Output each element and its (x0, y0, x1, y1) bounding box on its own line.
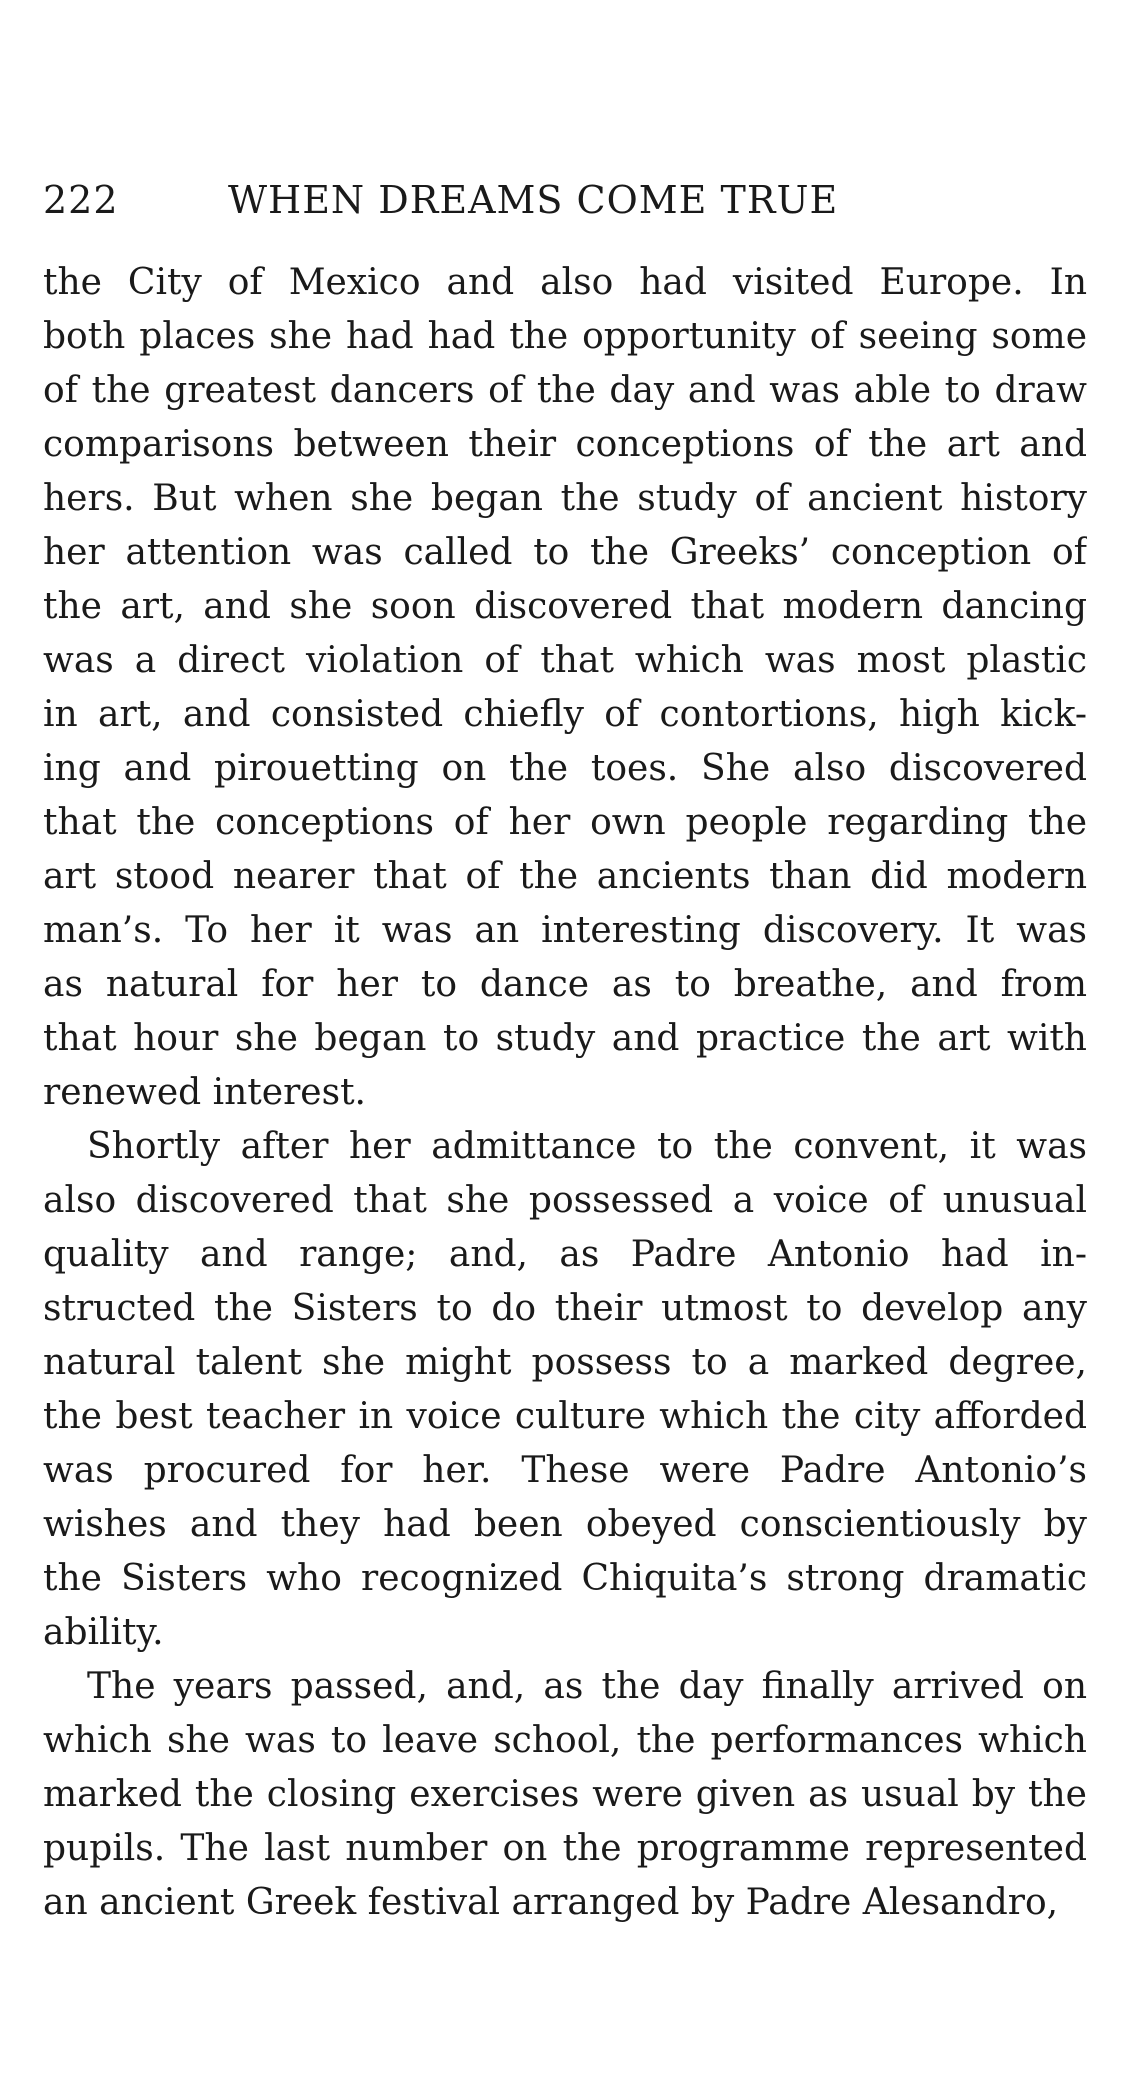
text-line: the Sisters who recognized Chiquita’s strong dramatic (43, 1558, 1087, 1599)
page-number: 222 (43, 178, 119, 222)
text-line: of the greatest dancers of the day and was able to draw (43, 370, 1087, 411)
running-head (43, 170, 1087, 230)
body-text (43, 256, 1087, 1930)
text-line: both places she had had the opportunity of seeing some (43, 316, 1087, 357)
book-page (43, 170, 1087, 1930)
text-line: that hour she began to study and practice the art with (43, 1018, 1087, 1059)
paragraph (43, 1660, 1087, 1930)
text-line: man’s. To her it was an interesting discovery. It was (43, 910, 1087, 951)
text-line: renewed interest. (43, 1072, 366, 1113)
text-line: hers. But when she began the study of ancient history (43, 478, 1087, 519)
text-line: her attention was called to the Greeks’ conception of (43, 532, 1087, 573)
text-line: ability. (43, 1612, 164, 1653)
running-title: WHEN DREAMS COME TRUE (228, 178, 839, 222)
text-line: natural talent she might possess to a marked degree, (43, 1342, 1087, 1383)
text-line: in art, and consisted chiefly of contortions, high kick- (43, 694, 1087, 735)
text-line: quality and range; and, as Padre Antonio had in- (43, 1234, 1087, 1275)
text-line: the City of Mexico and also had visited Europe. In (43, 262, 1087, 303)
text-line: art stood nearer that of the ancients than did modern (43, 856, 1087, 897)
text-line: Shortly after her admittance to the convent, it was (87, 1126, 1087, 1167)
text-line: as natural for her to dance as to breathe, and from (43, 964, 1087, 1005)
text-line: was procured for her. These were Padre Antonio’s (43, 1450, 1087, 1491)
text-line: that the conceptions of her own people regarding the (43, 802, 1087, 843)
paragraph (43, 1120, 1087, 1660)
text-line: structed the Sisters to do their utmost to develop any (43, 1288, 1087, 1329)
text-line: was a direct violation of that which was most plastic (43, 640, 1087, 681)
paragraph (43, 256, 1087, 1120)
text-line: wishes and they had been obeyed conscientiously by (43, 1504, 1087, 1545)
text-line: comparisons between their conceptions of the art and (43, 424, 1087, 465)
text-line: an ancient Greek festival arranged by Padre Alesandro, (43, 1882, 1059, 1923)
text-line: ing and pirouetting on the toes. She also discovered (43, 748, 1087, 789)
text-line: The years passed, and, as the day finally arrived on (87, 1666, 1087, 1707)
text-line: pupils. The last number on the programme represented (43, 1828, 1087, 1869)
text-line: also discovered that she possessed a voice of unusual (43, 1180, 1087, 1221)
text-line: the best teacher in voice culture which the city afforded (43, 1396, 1087, 1437)
text-line: the art, and she soon discovered that modern dancing (43, 586, 1087, 627)
text-line: marked the closing exercises were given as usual by the (43, 1774, 1087, 1815)
text-line: which she was to leave school, the performances which (43, 1720, 1087, 1761)
